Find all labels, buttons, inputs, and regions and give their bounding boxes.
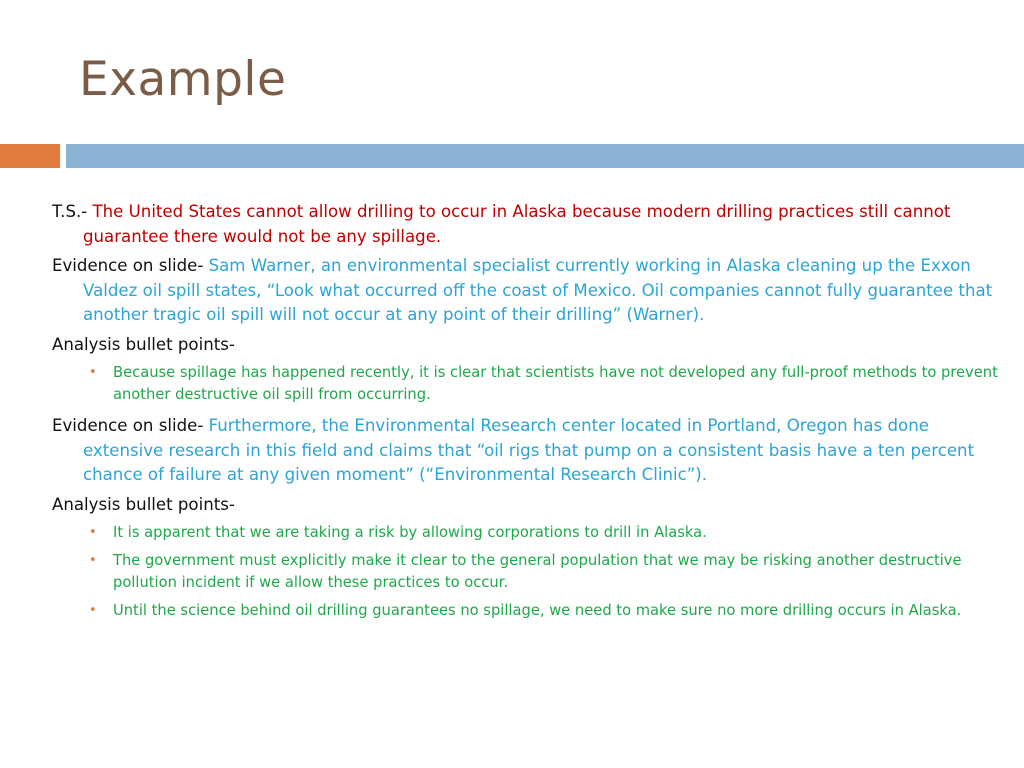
slide-body [52, 200, 1012, 630]
thesis-label: T.S.- [52, 202, 93, 221]
accent-bar-orange [0, 144, 60, 168]
analysis-2-heading [52, 493, 1012, 518]
analysis-2-bullet-text: The government must explicitly make it clear to the general population that we may be risking another destructive pollution incident if we allow these practices to occur. [113, 552, 962, 591]
analysis-1-label: Analysis bullet points- [52, 334, 235, 354]
analysis-1-heading [52, 333, 1012, 358]
analysis-1-bullet [52, 362, 1012, 406]
thesis-statement [52, 200, 1012, 249]
analysis-2-label: Analysis bullet points- [52, 494, 235, 514]
bullet-dot-icon: • [89, 553, 97, 568]
accent-bar-blue [66, 144, 1024, 168]
analysis-1-list [52, 362, 1012, 406]
bullet-dot-icon: • [89, 525, 97, 540]
analysis-2-bullet-text: It is apparent that we are taking a risk by allowing corporations to drill in Alaska. [113, 524, 707, 541]
evidence-1 [52, 254, 1012, 328]
evidence-1-text: Sam Warner, an environmental specialist currently working in Alaska cleaning up the Exxon Valdez oil spill states, “Look what occurred off the coast of Mexico. Oil companies cannot fully guarantee that another tragic oil spill will not occur at any point of their drilling” (Warner). [83, 256, 993, 324]
analysis-2-bullet [52, 550, 1012, 594]
slide-title: Example [79, 52, 287, 107]
analysis-2-bullet [52, 600, 1012, 622]
evidence-2-text: Furthermore, the Environmental Research center located in Portland, Oregon has done extensive research in this field and claims that “oil rigs that pump on a consistent basis have a ten percent chance of failure at any given moment” (“Environmental Research Clinic”). [83, 416, 975, 484]
bullet-dot-icon: • [89, 365, 97, 380]
evidence-2 [52, 414, 1012, 488]
evidence-2-label: Evidence on slide- [52, 416, 209, 435]
analysis-2-bullet [52, 522, 1012, 544]
thesis-text: The United States cannot allow drilling to occur in Alaska because modern drilling practices still cannot guarantee there would not be any spillage. [83, 202, 951, 246]
analysis-2-list [52, 522, 1012, 622]
bullet-dot-icon: • [89, 603, 97, 618]
analysis-1-bullet-text: Because spillage has happened recently, it is clear that scientists have not developed any full-proof methods to prevent another destructive oil spill from occurring. [113, 364, 998, 403]
evidence-1-label: Evidence on slide- [52, 256, 209, 275]
analysis-2-bullet-text: Until the science behind oil drilling guarantees no spillage, we need to make sure no more drilling occurs in Alaska. [113, 602, 962, 619]
